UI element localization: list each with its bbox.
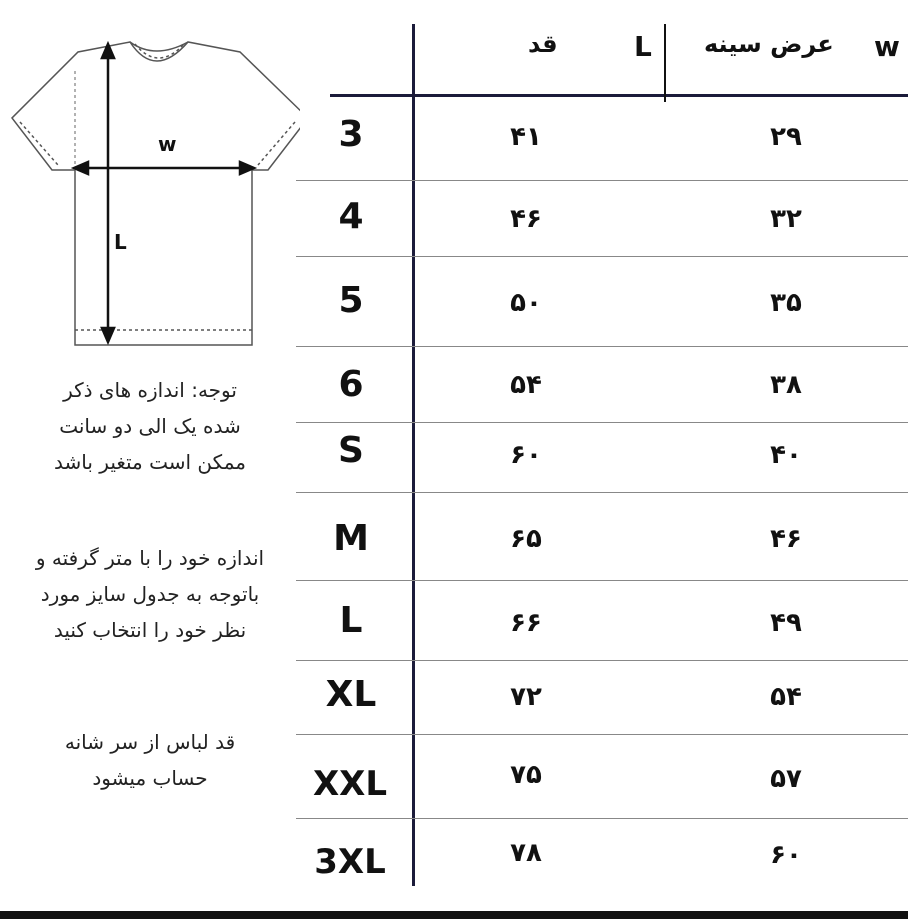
length-label: L: [114, 230, 127, 254]
width-cell: ۳۸: [770, 370, 802, 400]
width-cell: ۵۷: [770, 764, 802, 794]
row-divider: [296, 422, 908, 423]
size-cell: S: [338, 430, 364, 471]
header-column-divider: [664, 24, 666, 102]
length-cell: ۶۶: [510, 608, 542, 638]
header-divider: [330, 94, 908, 97]
width-cell: ۶۰: [770, 840, 802, 870]
width-cell: ۳۲: [770, 204, 802, 234]
header-chest-width: عرض سینه: [704, 30, 834, 58]
size-cell: M: [333, 518, 369, 559]
size-table: [296, 0, 908, 919]
bottom-border: [0, 911, 908, 919]
note-measure: [0, 540, 300, 648]
length-cell: ۴۶: [510, 204, 542, 234]
note-measure-text: اندازه خود را با متر گرفته و باتوجه به جدول سایز مورد نظر خود را انتخاب کنید: [35, 546, 265, 642]
size-cell: 3XL: [314, 842, 386, 882]
width-cell: ۵۴: [770, 682, 802, 712]
width-cell: ۴۹: [770, 608, 802, 638]
size-cell: 6: [338, 364, 364, 405]
row-divider: [296, 180, 908, 181]
length-cell: ۶۰: [510, 440, 542, 470]
length-cell: ۴۱: [510, 122, 542, 152]
row-divider: [296, 818, 908, 819]
note-length-text: قد لباس از سر شانه حساب میشود: [64, 730, 236, 790]
size-cell: L: [339, 600, 363, 641]
width-cell: ۴۰: [770, 440, 802, 470]
length-cell: ۷۲: [510, 682, 542, 712]
tshirt-diagram: [0, 0, 300, 360]
header-length-letter: L: [634, 30, 652, 63]
length-cell: ۵۰: [510, 288, 542, 318]
row-divider: [296, 734, 908, 735]
row-divider: [296, 346, 908, 347]
width-cell: ۲۹: [770, 122, 802, 152]
row-divider: [296, 492, 908, 493]
size-cell: XXL: [312, 764, 388, 804]
header-length: قد: [528, 30, 558, 58]
note-tolerance-text: توجه: اندازه های ذکر شده یک الی دو سانت ممکن است متغیر باشد: [54, 378, 246, 474]
size-cell: 5: [338, 280, 364, 321]
size-cell: 4: [338, 196, 364, 237]
width-cell: ۴۶: [770, 524, 802, 554]
length-cell: ۶۵: [510, 524, 542, 554]
width-cell: ۳۵: [770, 288, 802, 318]
size-cell: XL: [325, 674, 377, 715]
length-cell: ۵۴: [510, 370, 542, 400]
row-divider: [296, 660, 908, 661]
row-divider: [296, 580, 908, 581]
size-column-divider: [412, 24, 415, 886]
note-length: [0, 724, 300, 796]
length-cell: ۷۸: [510, 838, 542, 868]
row-divider: [296, 256, 908, 257]
header-width-letter: w: [874, 30, 900, 63]
size-cell: 3: [338, 114, 364, 155]
note-tolerance: [0, 372, 300, 480]
width-label: w: [158, 132, 177, 156]
length-cell: ۷۵: [510, 760, 542, 790]
